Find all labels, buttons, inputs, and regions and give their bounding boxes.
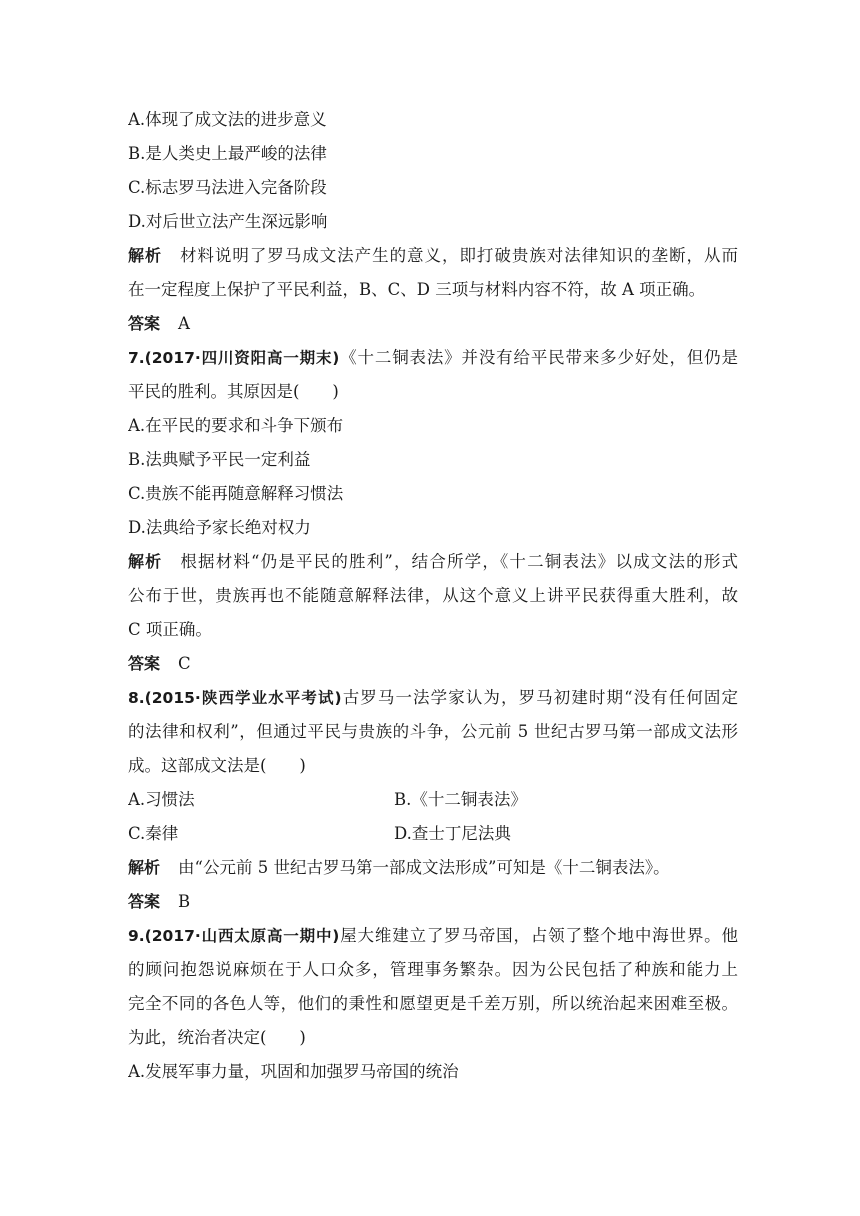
- q7-stem-line-2: 平民的胜利。其原因是( ): [128, 382, 339, 401]
- q7-option-b[interactable]: B.法典赋予平民一定利益: [128, 450, 311, 469]
- q7-analysis-line-2: 公布于世，贵族再也不能随意解释法律，从这个意义上讲平民获得重大胜利，故: [128, 586, 738, 605]
- q8-option-b[interactable]: B.《十二铜表法》: [394, 790, 527, 809]
- q7-answer-label: 答案: [128, 654, 161, 673]
- q8-answer-value: B: [178, 892, 191, 911]
- q8-head: 8.(2015·陕西学业水平考试): [128, 689, 342, 707]
- q9-stem-text-1: 屋大维建立了罗马帝国，占领了整个地中海世界。他: [339, 926, 738, 945]
- q8-analysis-label: 解析: [128, 858, 161, 877]
- q7-stem-text-1: 《十二铜表法》并没有给平民带来多少好处，但仍是: [339, 348, 738, 367]
- q6-answer-value: A: [178, 314, 190, 333]
- q9-head: 9.(2017·山西太原高一期中): [128, 927, 340, 945]
- q6-option-d[interactable]: D.对后世立法产生深远影响: [128, 212, 328, 231]
- q8-option-d[interactable]: D.查士丁尼法典: [394, 824, 511, 843]
- q8-analysis-line-1: [128, 851, 738, 885]
- q9-stem-line-2: 的顾问抱怨说麻烦在于人口众多，管理事务繁杂。因为公民包括了种族和能力上: [128, 960, 738, 979]
- q7-answer: [128, 647, 738, 681]
- q6-analysis-text-1: 材料说明了罗马成文法产生的意义，即打破贵族对法律知识的垄断，从而: [179, 246, 738, 265]
- q6-analysis-line-2: 在一定程度上保护了平民利益，B、C、D 三项与材料内容不符，故 A 项正确。: [128, 280, 706, 299]
- q7-option-d[interactable]: D.法典给予家长绝对权力: [128, 518, 311, 537]
- q7-stem-line-1: [128, 341, 738, 375]
- q8-stem-line-3: 成。这部成文法是( ): [128, 756, 306, 775]
- q6-option-a[interactable]: A.体现了成文法的进步意义: [128, 110, 327, 129]
- q7-analysis-text-1: 根据材料“仍是平民的胜利”，结合所学，《十二铜表法》以成文法的形式: [180, 552, 738, 571]
- q8-stem-text-1: 古罗马一法学家认为，罗马初建时期“没有任何固定: [341, 688, 738, 707]
- q6-analysis-line-1: [128, 239, 738, 273]
- q7-analysis-line-3: C 项正确。: [128, 620, 212, 639]
- q6-answer-label: 答案: [128, 314, 161, 333]
- q8-option-c[interactable]: C.秦律: [128, 824, 179, 843]
- q7-head: 7.(2017·四川资阳高一期末): [128, 349, 340, 367]
- q9-stem-line-1: [128, 919, 738, 953]
- q7-answer-value: C: [178, 654, 191, 673]
- q8-answer-label: 答案: [128, 892, 161, 911]
- q7-option-c[interactable]: C.贵族不能再随意解释习惯法: [128, 484, 344, 503]
- q8-analysis-text-1: 由“公元前 5 世纪古罗马第一部成文法形成”可知是《十二铜表法》。: [178, 858, 670, 877]
- q8-stem-line-2: 的法律和权利”，但通过平民与贵族的斗争，公元前 5 世纪古罗马第一部成文法形: [128, 722, 738, 741]
- q7-analysis-line-1: [128, 545, 738, 579]
- q8-option-a[interactable]: A.习惯法: [128, 790, 195, 809]
- q7-option-a[interactable]: A.在平民的要求和斗争下颁布: [128, 416, 344, 435]
- q9-stem-line-4: 为此，统治者决定( ): [128, 1028, 306, 1047]
- q6-answer: [128, 307, 738, 341]
- q8-options-row-1: [128, 783, 738, 817]
- q6-option-b[interactable]: B.是人类史上最严峻的法律: [128, 144, 327, 163]
- q8-stem-line-1: [128, 681, 738, 715]
- q8-answer: [128, 885, 738, 919]
- q8-options-row-2: [128, 817, 738, 851]
- q6-analysis-label: 解析: [128, 246, 162, 265]
- q9-option-a[interactable]: A.发展军事力量，巩固和加强罗马帝国的统治: [128, 1062, 459, 1081]
- q6-option-c[interactable]: C.标志罗马法进入完备阶段: [128, 178, 327, 197]
- q9-stem-line-3: 完全不同的各色人等，他们的秉性和愿望更是千差万别，所以统治起来困难至极。: [128, 994, 738, 1013]
- q7-analysis-label: 解析: [128, 552, 163, 571]
